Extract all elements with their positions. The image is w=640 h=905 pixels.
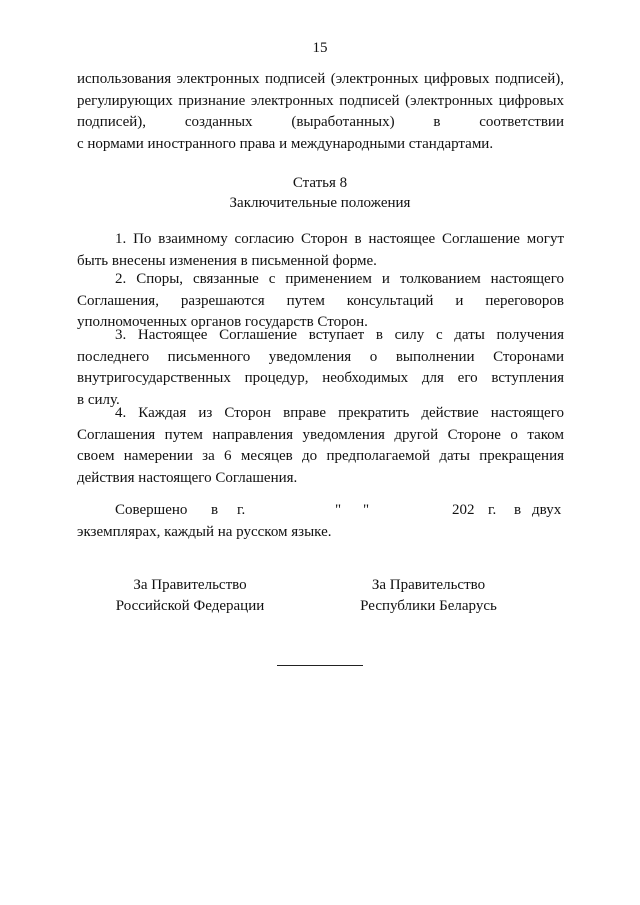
intro-line: регулирующих признание электронных подписей (электронных цифровых [77,92,564,109]
done-at-line-2 [77,522,564,544]
year-text: 202 [452,502,475,518]
article-number: Статья 8 [292,175,348,191]
done-word: Совершено [115,502,188,518]
signature-line: Российской Федерации [115,598,265,614]
intro-line: использования электронных подписей (электронных цифровых подписей), [77,71,564,87]
clause-1 [77,229,564,272]
signature-block-left [110,575,270,617]
done-word: двух [532,502,562,518]
signature-line: За Правительство [371,577,486,593]
clause-line: уполномоченных органов государств Сторон. [77,314,368,331]
clause-line: своем намерении за 6 месяцев до предполагаемой даты прекращения [77,448,564,465]
clause-line: в силу. [77,391,120,408]
done-word: г. [237,502,246,518]
done-at-line-1 [77,500,564,522]
clause-line: 1. По взаимному согласию Сторон в настоящее Соглашение могут [115,231,564,247]
clause-line: 3. Настоящее Соглашение вступает в силу с даты получения [115,327,564,343]
article-title: Заключительные положения [229,195,411,211]
done-word: г. [488,502,497,518]
clause-line: быть внесены изменения в письменной форме. [77,252,377,269]
signature-line: Республики Беларусь [360,598,497,614]
done-at-paragraph [77,500,564,543]
clause-3 [77,325,564,411]
clause-line: последнего письменного уведомления о выполнении Сторонами [77,348,564,365]
done-word: в [514,502,522,518]
signature-line: За Правительство [133,577,247,593]
clause-line: Соглашения путем направления уведомления другой Стороне о таком [77,426,564,443]
clause-4 [77,403,564,489]
clause-line: 4. Каждая из Сторон вправе прекратить действие настоящего [115,405,564,421]
page-number: 15 [312,40,328,56]
close-quote: " [363,502,370,518]
done-word: в [211,502,219,518]
closing-divider [277,665,363,666]
clause-line: Соглашения, разрешаются путем консультаций и переговоров [77,292,564,309]
open-quote: " [335,502,342,518]
done-text: экземплярах, каждый на русском языке. [77,523,332,540]
signature-block-right [346,575,511,617]
clause-line: действия настоящего Соглашения. [77,469,298,486]
clause-line: внутригосударственных процедур, необходимых для его вступления [77,370,564,387]
clause-line: 2. Споры, связанные с применением и толкованием настоящего [115,271,564,287]
intro-line: с нормами иностранного права и международными стандартами. [77,135,494,152]
intro-line: подписей), созданных (выработанных) в соответствии [77,114,564,131]
intro-paragraph [77,69,564,155]
